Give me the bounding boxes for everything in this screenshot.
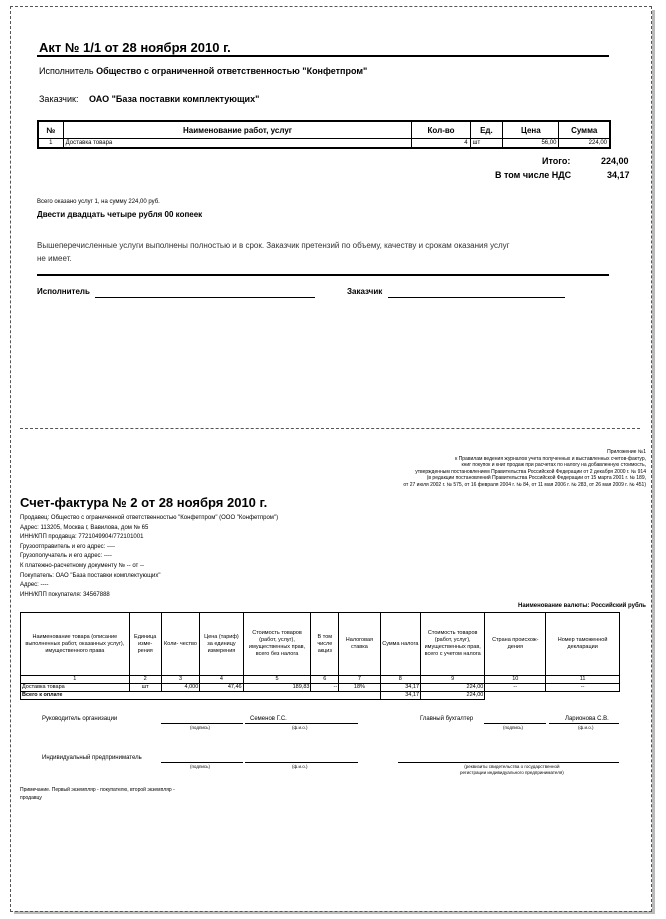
appendix-line: утвержденным постановлением Правительства Российской Федерации от 2 декабря 2000 г. № 914 <box>415 468 646 475</box>
caption-sign: (подпись) <box>190 725 211 730</box>
column-header: Цена (тариф) за единицу измерения <box>200 613 243 676</box>
detail-line: Грузоотправитель и его адрес: ---- <box>20 543 115 550</box>
accountant-name: Ларионова С.В. <box>565 716 609 722</box>
invoice-note <box>20 786 175 802</box>
table-cell: 18% <box>339 684 381 692</box>
vat-value: 34,17 <box>607 170 630 180</box>
table-header-row <box>21 613 620 676</box>
table-cell: 47,46 <box>200 684 243 692</box>
currency-name: Наименование валюты: Российский рубль <box>518 603 646 609</box>
detail-line: Покупатель: ОАО "База поставки комплектующих" <box>20 572 161 579</box>
appendix-line: книг покупок и книг продаж при расчетах по налогу на добавленную стоимость, <box>461 462 646 468</box>
vat-label: В том числе НДС <box>495 170 572 180</box>
sign-executor-label: Исполнитель <box>37 287 90 296</box>
column-number: 10 <box>485 676 546 684</box>
act-title-rule <box>37 55 609 57</box>
column-number: 1 <box>21 676 130 684</box>
column-header: Наименование товара (описание выполненных работ, оказанных услуг), имущественного права <box>21 613 130 676</box>
column-header: Цена <box>503 121 559 139</box>
total-row <box>21 692 620 700</box>
appendix-line: (в редакции постановлений Правительства Российской Федерации от 15 марта 2001 г. № 189, <box>426 475 646 481</box>
entrepreneur-label: Индивидуальный предприниматель <box>42 755 142 761</box>
total-sum: 224,00 <box>421 692 485 700</box>
caption-fio: (ф.и.о.) <box>292 725 308 730</box>
signature-line <box>161 723 243 724</box>
customer-label: Заказчик: <box>39 94 79 104</box>
sign-customer-label: Заказчик <box>347 287 383 296</box>
column-number-row <box>21 676 620 684</box>
signature-line <box>95 297 315 298</box>
act-title: Акт № 1/1 от 28 ноября 2010 г. <box>39 40 231 55</box>
total-label: Итого: <box>542 156 571 166</box>
invoice-details <box>20 514 278 600</box>
table-cell: 4 <box>412 139 470 149</box>
accountant-label: Главный бухгалтер <box>420 716 474 722</box>
column-number: 2 <box>129 676 161 684</box>
invoice-title: Счет-фактура № 2 от 28 ноября 2010 г. <box>20 495 268 510</box>
total-tax: 34,17 <box>380 692 420 700</box>
note-line: продавцу <box>20 795 42 801</box>
signature-line <box>388 297 565 298</box>
detail-line: Грузополучатель и его адрес: ---- <box>20 553 112 560</box>
column-number: 7 <box>339 676 381 684</box>
table-cell: -- <box>485 684 546 692</box>
caption-fio: (ф.и.о.) <box>292 764 308 769</box>
caption-line: регистрации индивидуального предпринимателя) <box>460 769 564 775</box>
column-header: Кол-во <box>412 121 470 139</box>
signature-line <box>484 723 546 724</box>
caption-sign: (подпись) <box>503 725 524 730</box>
page-shadow <box>652 10 655 912</box>
requisites-caption <box>460 764 564 775</box>
signature-line <box>398 762 619 763</box>
column-header: Ед. <box>470 121 503 139</box>
signature-line <box>245 723 358 724</box>
column-header: Сумма <box>559 121 610 139</box>
detail-line: К платежно-расчетному документу № -- от -- <box>20 562 144 569</box>
executor-name: Общество с ограниченной ответственностью "Конфетпром" <box>96 66 368 76</box>
column-header: Сумма налога <box>380 613 420 676</box>
cut-line <box>20 428 640 429</box>
column-header: Стоимость товаров (работ, услуг), имущественных прав, всего без налога <box>243 613 311 676</box>
column-number: 4 <box>200 676 243 684</box>
table-cell: -- <box>546 684 620 692</box>
note-line: Примечание. Первый экземпляр - покупателю, второй экземпляр - <box>20 787 175 793</box>
caption-line: (реквизиты свидетельства о государственной <box>464 764 560 769</box>
section-rule <box>37 274 609 276</box>
column-header: Стоимость товаров (работ, услуг), имущественных прав, всего с учетом налога <box>421 613 485 676</box>
column-number: 3 <box>161 676 200 684</box>
column-number: 9 <box>421 676 485 684</box>
column-number: 8 <box>380 676 420 684</box>
table-cell: 224,00 <box>421 684 485 692</box>
caption-fio: (ф.и.о.) <box>578 725 594 730</box>
appendix-line: Приложение №1 <box>607 449 646 455</box>
detail-line: Адрес: 113205, Москва г, Вавилова, дом № 65 <box>20 524 149 531</box>
appendix-line: к Правилам ведения журналов учета полученных и выставленных счетов-фактур, <box>455 455 646 462</box>
act-services-table <box>37 120 611 149</box>
column-number: 11 <box>546 676 620 684</box>
head-label: Руководитель организации <box>42 716 118 722</box>
detail-line: Адрес: ---- <box>20 582 49 589</box>
detail-line: Продавец: Общество с ограниченной ответственностью "Конфетпром" (ООО "Конфетпром") <box>20 515 279 521</box>
table-cell: 34,17 <box>380 684 420 692</box>
table-cell: -- <box>311 684 339 692</box>
act-customer <box>39 94 259 104</box>
table-row <box>21 684 620 692</box>
table-cell: Доставка товара <box>63 139 412 149</box>
total-label: Всего к оплате <box>21 692 381 700</box>
table-cell: 1 <box>38 139 63 149</box>
signature-line <box>245 762 358 763</box>
statement-line: Вышеперечисленные услуги выполнены полностью и в срок. Заказчик претензий по объему, качеству и срокам оказания услуг <box>37 241 510 250</box>
table-cell: шт <box>470 139 503 149</box>
statement-line: не имеет. <box>37 254 72 263</box>
head-name: Семенов Г.С. <box>250 716 287 722</box>
column-number: 6 <box>311 676 339 684</box>
column-header: Коли- чество <box>161 613 200 676</box>
caption-sign: (подпись) <box>190 764 211 769</box>
summary-line: Всего оказано услуг 1, на сумму 224,00 руб. <box>37 199 160 205</box>
table-header-row <box>38 121 610 139</box>
table-row <box>38 139 610 149</box>
table-cell: Доставка товара <box>21 684 130 692</box>
act-executor <box>39 66 367 76</box>
column-header: Страна происхож- дения <box>485 613 546 676</box>
column-number: 5 <box>243 676 311 684</box>
table-cell: 224,00 <box>559 139 610 149</box>
signature-line <box>161 762 243 763</box>
total-value: 224,00 <box>601 156 629 166</box>
invoice-table <box>20 612 620 700</box>
detail-line: ИНН/КПП продавца: 7721049904/772101001 <box>20 534 144 541</box>
detail-line: ИНН/КПП покупателя: 34567888 <box>20 591 110 598</box>
table-cell: 4,000 <box>161 684 200 692</box>
amount-in-words: Двести двадцать четыре рубля 00 копеек <box>37 210 203 219</box>
appendix-line: от 27 июля 2002 г. № 575, от 16 февраля 2004 г. № 84, от 11 мая 2006 г. № 283, от 26 мая 2009 г. № 451) <box>403 481 646 488</box>
appendix-note <box>403 449 646 488</box>
column-header: Налоговая ставка <box>339 613 381 676</box>
signature-line <box>549 723 619 724</box>
table-cell: 189,83 <box>243 684 311 692</box>
executor-label: Исполнитель <box>39 66 94 76</box>
column-header: Номер таможенной декларации <box>546 613 620 676</box>
column-header: Единица изме- рения <box>129 613 161 676</box>
column-header: В том числе акциз <box>311 613 339 676</box>
table-cell: шт <box>129 684 161 692</box>
column-header: Наименование работ, услуг <box>63 121 412 139</box>
column-header: № <box>38 121 63 139</box>
customer-name: ОАО "База поставки комплектующих" <box>88 94 260 104</box>
table-cell: 56,00 <box>503 139 559 149</box>
